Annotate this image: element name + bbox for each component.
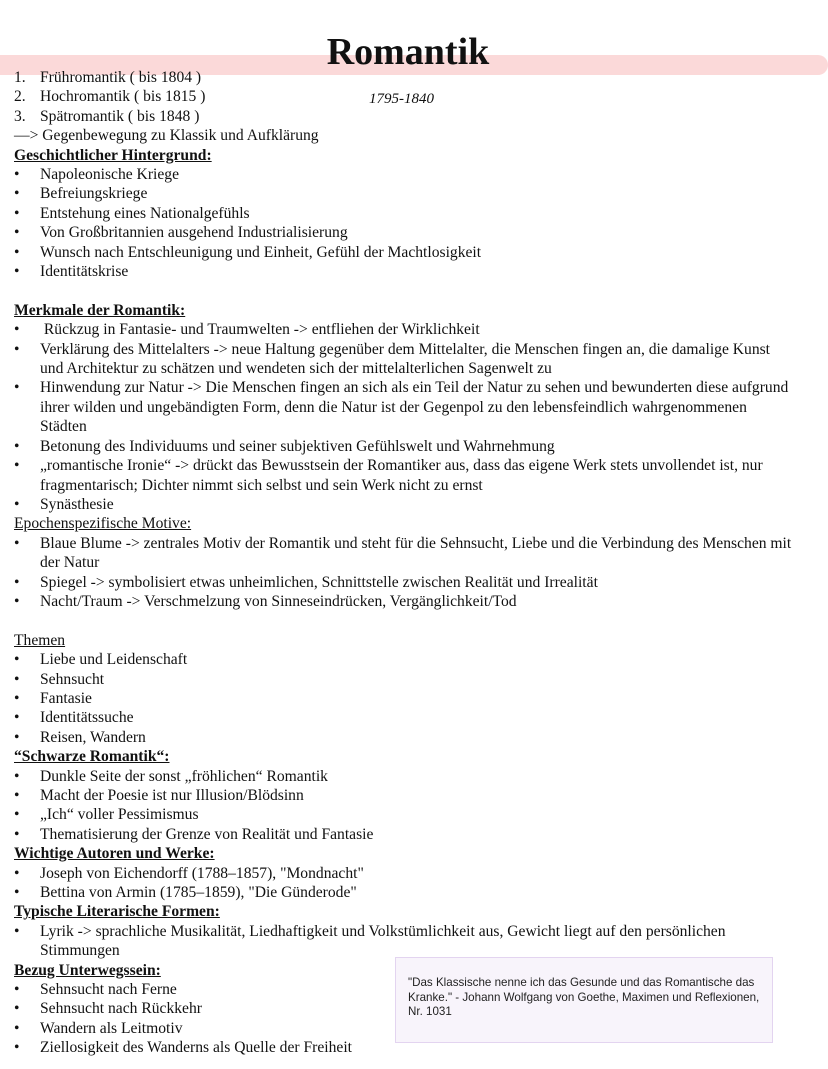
list-item [14,805,814,824]
list-item [14,728,814,747]
list-number: 1. [14,69,26,86]
list-item-text: Napoleonische Kriege [40,166,179,184]
bullet-icon: • [14,263,20,281]
list-item-text: Liebe und Leidenschaft [40,651,188,669]
list-item-text: Identitätskrise [40,263,129,281]
section-heading: Epochenspezifische Motive: [14,515,192,533]
list-item-text: Synästhesie [40,495,114,513]
list-item [14,883,814,902]
list-number: 2. [14,88,26,106]
list-item [14,495,814,514]
blank-line [14,611,814,630]
quote-text: "Das Klassische nenne ich das Gesunde und das Romantische das Kranke." - Johann Wolfgang von Goethe, Maximen und Reflexionen, Nr. 1031 [408,976,760,1018]
bullet-icon: • [14,592,20,610]
list-item [14,650,814,669]
bullet-icon: • [14,884,20,902]
list-item-text: Verklärung des Mittelalters -> neue Haltung gegenüber dem Mittelalter, die Menschen fingen an, die damalige Kunst und Architektur zu schätzen und wendeten sich der mittelalterlichen Sagenwelt zu [40,340,774,378]
list-item [14,262,814,281]
section-heading: Themen [14,631,66,649]
bullet-icon: • [14,689,20,707]
list-item-text: Wunsch nach Entschleunigung und Einheit, Gefühl der Machtlosigkeit [40,243,482,261]
bullet-icon: • [14,1000,20,1018]
list-item-text: Bettina von Armin (1785–1859), "Die Günderode" [40,884,357,902]
bullet-icon: • [14,379,20,397]
list-item-text: Hinwendung zur Natur -> Die Menschen fingen an sich als ein Teil der Natur zu sehen und bewunderten diese aufgrund ihrer wilden und ungebändigten Form, denn die Natur ist der Gegenpol zu den lebensfeindlich wahrgenommenen Städten [40,379,793,436]
section-heading: “Schwarze Romantik“: [14,748,170,766]
bullet-icon: • [14,767,20,785]
list-item-text: Spätromantik ( bis 1848 ) [40,107,200,125]
text-line: —> Gegenbewegung zu Klassik und Aufklärung [14,127,319,145]
list-item-text: Wandern als Leitmotiv [40,1019,183,1037]
document-body [14,68,814,1058]
list-item [14,767,814,786]
list-item [14,689,814,708]
list-item [14,437,814,456]
list-item-text: Befreiungskriege [40,185,148,203]
list-item-text: Blaue Blume -> zentrales Motiv der Romantik und steht für die Sehnsucht, Liebe und die Verbindung des Menschen mit der Natur [40,534,796,572]
list-item [14,184,814,203]
bullet-icon: • [14,166,20,184]
list-item-text: „Ich“ voller Pessimismus [40,806,199,824]
list-item [14,864,814,883]
list-item [14,573,814,592]
bullet-icon: • [14,243,20,261]
list-item-text: Von Großbritannien ausgehend Industrialisierung [40,224,348,242]
section-heading: Merkmale der Romantik: [14,301,186,319]
list-item-text: Fantasie [40,689,92,707]
list-item [14,223,814,242]
bullet-icon: • [14,224,20,242]
list-item-text: „romantische Ironie“ -> drückt das Bewusstsein der Romantiker aus, dass das eigene Werk stets unvollendet ist, nur fragmentarisch; Dichter nimmt sich selbst und sein Werk nicht zu ernst [40,457,767,494]
section-heading: Bezug Unterwegssein: [14,961,161,979]
bullet-icon: • [14,864,20,882]
blank-line [14,281,814,300]
list-item [14,87,814,106]
list-item [14,68,814,87]
bullet-icon: • [14,670,20,688]
list-item-text: Sehnsucht nach Ferne [40,981,177,999]
list-item [14,456,814,495]
bullet-icon: • [14,534,20,552]
list-item-text: Dunkle Seite der sonst „fröhlichen“ Romantik [40,767,328,785]
bullet-icon: • [14,1019,20,1037]
list-item-text: Sehnsucht nach Rückkehr [40,1000,202,1018]
list-item-text: Spiegel -> symbolisiert etwas unheimlichen, Schnittstelle zwischen Realität und Irrealität [40,573,598,591]
list-item [14,320,814,339]
bullet-icon: • [14,340,20,358]
list-item [14,243,814,262]
list-item [14,534,814,573]
list-item-text: Betonung des Individuums und seiner subjektiven Gefühlswelt und Wahrnehmung [40,437,555,455]
list-item-text: Ziellosigkeit des Wanderns als Quelle der Freiheit [40,1039,352,1057]
page-title: Romantik [326,31,490,73]
list-item-text: Sehnsucht [40,670,105,688]
list-item [14,204,814,223]
list-item-text: Entstehung eines Nationalgefühls [40,204,250,222]
list-item-text: Hochromantik ( bis 1815 ) [40,88,206,106]
list-item [14,378,814,436]
list-item [14,825,814,844]
list-item [14,922,814,961]
bullet-icon: • [14,1039,20,1057]
bullet-icon: • [14,787,20,804]
list-item-text: Identitätssuche [40,709,134,727]
bullet-icon: • [14,728,20,746]
section-heading: Typische Literarische Formen: [14,903,220,921]
quote-box [395,957,773,1043]
bullet-icon: • [14,922,20,940]
bullet-icon: • [14,981,20,999]
list-item-text: Rückzug in Fantasie- und Traumwelten -> entfliehen der Wirklichkeit [40,321,480,339]
bullet-icon: • [14,709,20,727]
bullet-icon: • [14,573,20,591]
list-item [14,786,814,805]
list-item-text: Joseph von Eichendorff (1788–1857), "Mondnacht" [40,864,364,882]
list-number: 3. [14,107,26,125]
list-item [14,592,814,611]
bullet-icon: • [14,825,20,843]
list-item-text: Reisen, Wandern [40,728,146,746]
list-item [14,107,814,126]
list-item [14,670,814,689]
bullet-icon: • [14,806,20,824]
bullet-icon: • [14,651,20,669]
list-item-text: Lyrik -> sprachliche Musikalität, Liedhaftigkeit und Volkstümlichkeit aus, Gewicht liegt auf den persönlichen Stimmungen [40,922,730,960]
bullet-icon: • [14,185,20,203]
list-item-text: Nacht/Traum -> Verschmelzung von Sinneseindrücken, Vergänglichkeit/Tod [40,592,517,610]
section-heading: Geschichtlicher Hintergrund: [14,146,212,164]
list-item [14,340,814,379]
list-item-text: Macht der Poesie ist nur Illusion/Blödsinn [40,787,304,804]
bullet-icon: • [14,457,20,475]
bullet-icon: • [14,204,20,222]
list-item [14,165,814,184]
bullet-icon: • [14,495,20,513]
bullet-icon: • [14,321,20,339]
list-item-text: Thematisierung der Grenze von Realität und Fantasie [40,825,374,843]
list-item [14,708,814,727]
bullet-icon: • [14,437,20,455]
section-heading: Wichtige Autoren und Werke: [14,845,215,863]
epoch-dates: 1795-1840 [369,91,434,107]
list-item-text: Frühromantik ( bis 1804 ) [40,69,202,86]
